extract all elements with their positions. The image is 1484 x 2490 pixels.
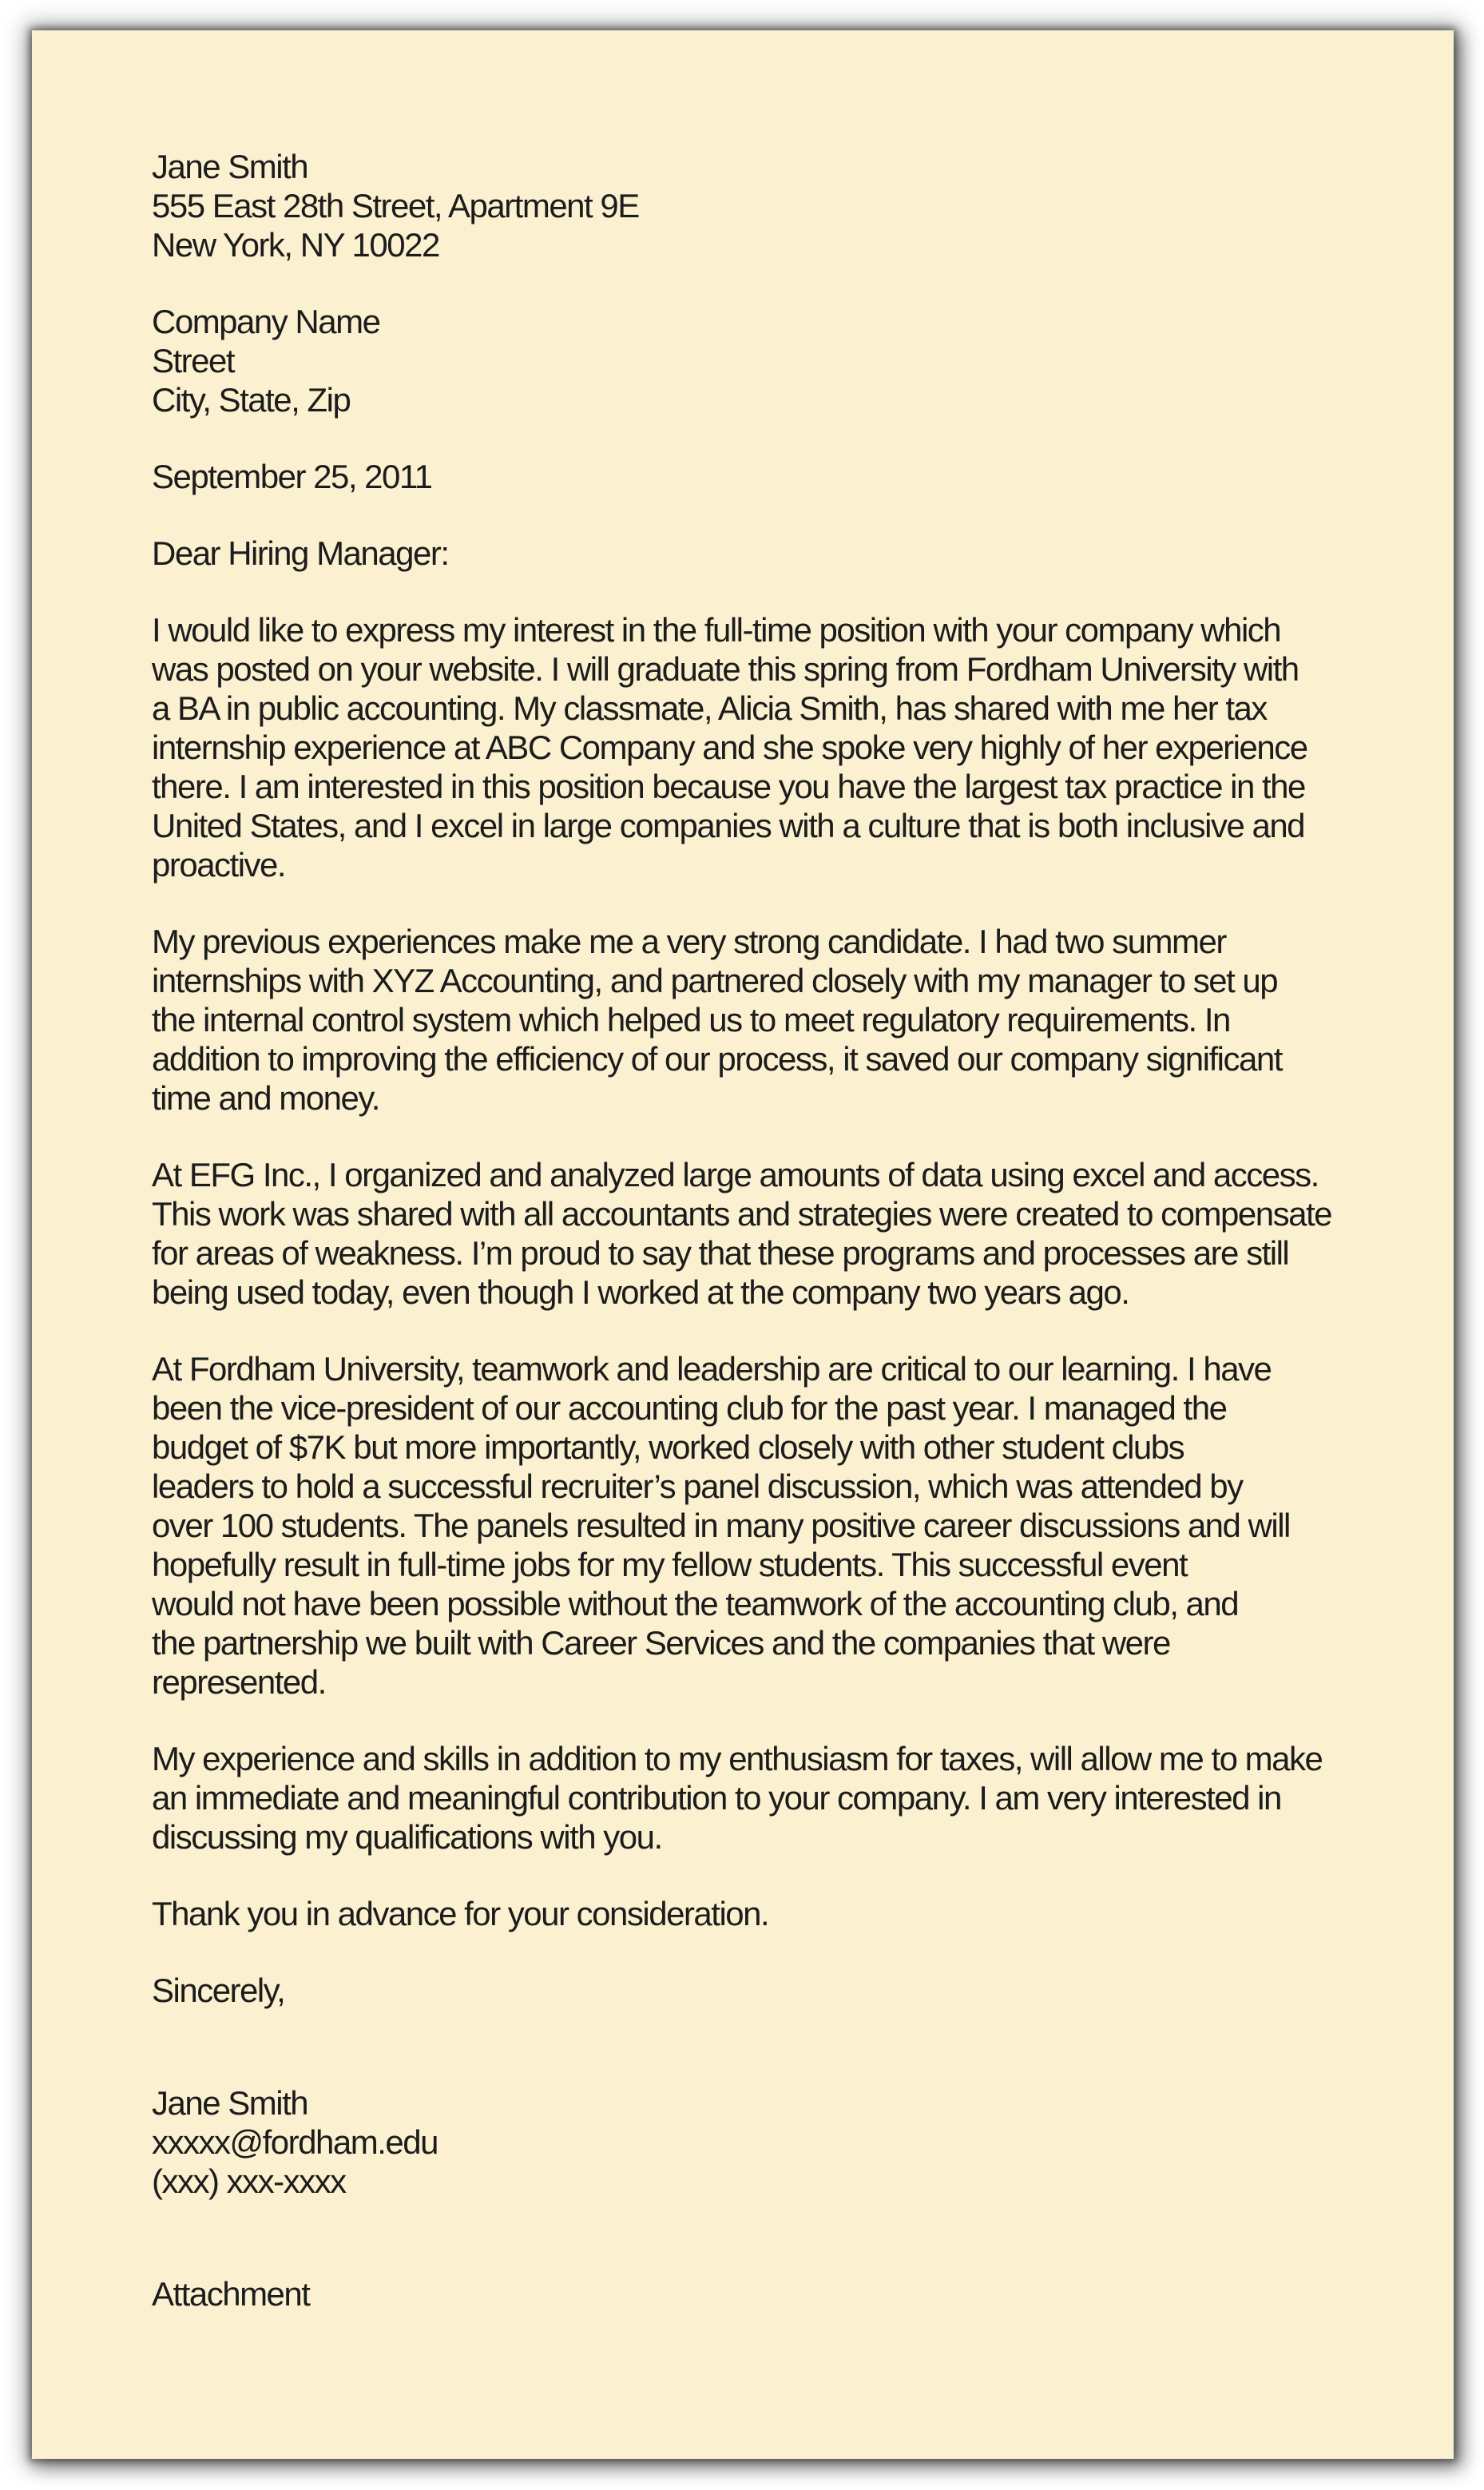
signature-name: Jane Smith [152,2084,308,2122]
paragraph-4-line: At Fordham University, teamwork and leadership are critical to our learning. I have [152,1350,1272,1388]
salutation-block [152,534,1334,573]
recipient-street: Street [152,342,235,379]
paragraph-3-line: being used today, even though I worked at the company two years ago. [152,1273,1129,1311]
date: September 25, 2011 [152,458,432,495]
paragraph-2-line: internships with XYZ Accounting, and partnered closely with my manager to set up [152,962,1278,999]
closing-block [152,1971,1334,2010]
paragraph-2-line: addition to improving the efficiency of our process, it saved our company significant [152,1040,1282,1078]
sender-name: Jane Smith [152,148,308,185]
paragraph-1-line: a BA in public accounting. My classmate, Alicia Smith, has shared with me her tax [152,689,1267,727]
cover-letter-page [32,30,1454,2459]
paragraph-4-line: been the vice-president of our accounting club for the past year. I managed the [152,1389,1227,1427]
paragraph-3-line: for areas of weakness. I’m proud to say that these programs and processes are still [152,1234,1289,1272]
paragraph-1 [152,610,1334,884]
signature-email: xxxxx@fordham.edu [152,2123,438,2161]
paragraph-5 [152,1739,1334,1857]
paragraph-1-line: United States, and I excel in large companies with a culture that is both inclusive and [152,807,1305,844]
sender-address-block [152,147,1334,264]
paragraph-5-line: discussing my qualifications with you. [152,1818,662,1856]
recipient-address-block [152,302,1334,419]
closing-line: Sincerely, [152,1972,285,2009]
date-line [152,457,1334,496]
sender-city-state-zip: New York, NY 10022 [152,226,439,264]
paragraph-4-line: budget of $7K but more importantly, worked closely with other student clubs [152,1428,1184,1466]
thank-you-block [152,1894,1334,1933]
paragraph-4-line: the partnership we built with Career Services and the companies that were [152,1624,1170,1662]
paragraph-4 [152,1349,1334,1702]
signature-phone: (xxx) xxx-xxxx [152,2162,346,2200]
paragraph-4-line: over 100 students. The panels resulted in many positive career discussions and will [152,1507,1290,1544]
paragraph-1-line: I would like to express my interest in the full-time position with your company which [152,611,1281,649]
recipient-company: Company Name [152,303,380,340]
paragraph-1-line: was posted on your website. I will graduate this spring from Fordham University with [152,650,1299,688]
signature-block [152,2083,1334,2201]
paragraph-4-line: would not have been possible without the teamwork of the accounting club, and [152,1585,1239,1622]
paragraph-5-line: an immediate and meaningful contribution to your company. I am very interested in [152,1779,1281,1817]
paragraph-1-line: proactive. [152,846,286,884]
paragraph-2-line: the internal control system which helped us to meet regulatory requirements. In [152,1001,1230,1038]
paragraph-5-line: My experience and skills in addition to my enthusiasm for taxes, will allow me to make [152,1740,1323,1777]
paragraph-4-line: hopefully result in full-time jobs for my fellow students. This successful event [152,1546,1188,1583]
paragraph-3 [152,1155,1334,1312]
paragraph-3-line: At EFG Inc., I organized and analyzed large amounts of data using excel and access. [152,1156,1319,1193]
paragraph-3-line: This work was shared with all accountants and strategies were created to compensate [152,1195,1331,1233]
sender-street: 555 East 28th Street, Apartment 9E [152,187,639,224]
attachment-block [152,2274,1334,2313]
recipient-city-state-zip: City, State, Zip [152,381,351,419]
attachment-label: Attachment [152,2275,310,2313]
paragraph-1-line: internship experience at ABC Company and she spoke very highly of her experience [152,729,1307,766]
paragraph-4-line: leaders to hold a successful recruiter’s panel discussion, which was attended by [152,1467,1243,1505]
paragraph-2-line: My previous experiences make me a very strong candidate. I had two summer [152,923,1226,960]
thank-you-line: Thank you in advance for your consideration. [152,1895,769,1932]
paragraph-2 [152,922,1334,1118]
paragraph-4-line: represented. [152,1663,326,1701]
paragraph-1-line: there. I am interested in this position because you have the largest tax practice in the [152,768,1305,805]
salutation: Dear Hiring Manager: [152,534,449,572]
paragraph-2-line: time and money. [152,1079,379,1117]
